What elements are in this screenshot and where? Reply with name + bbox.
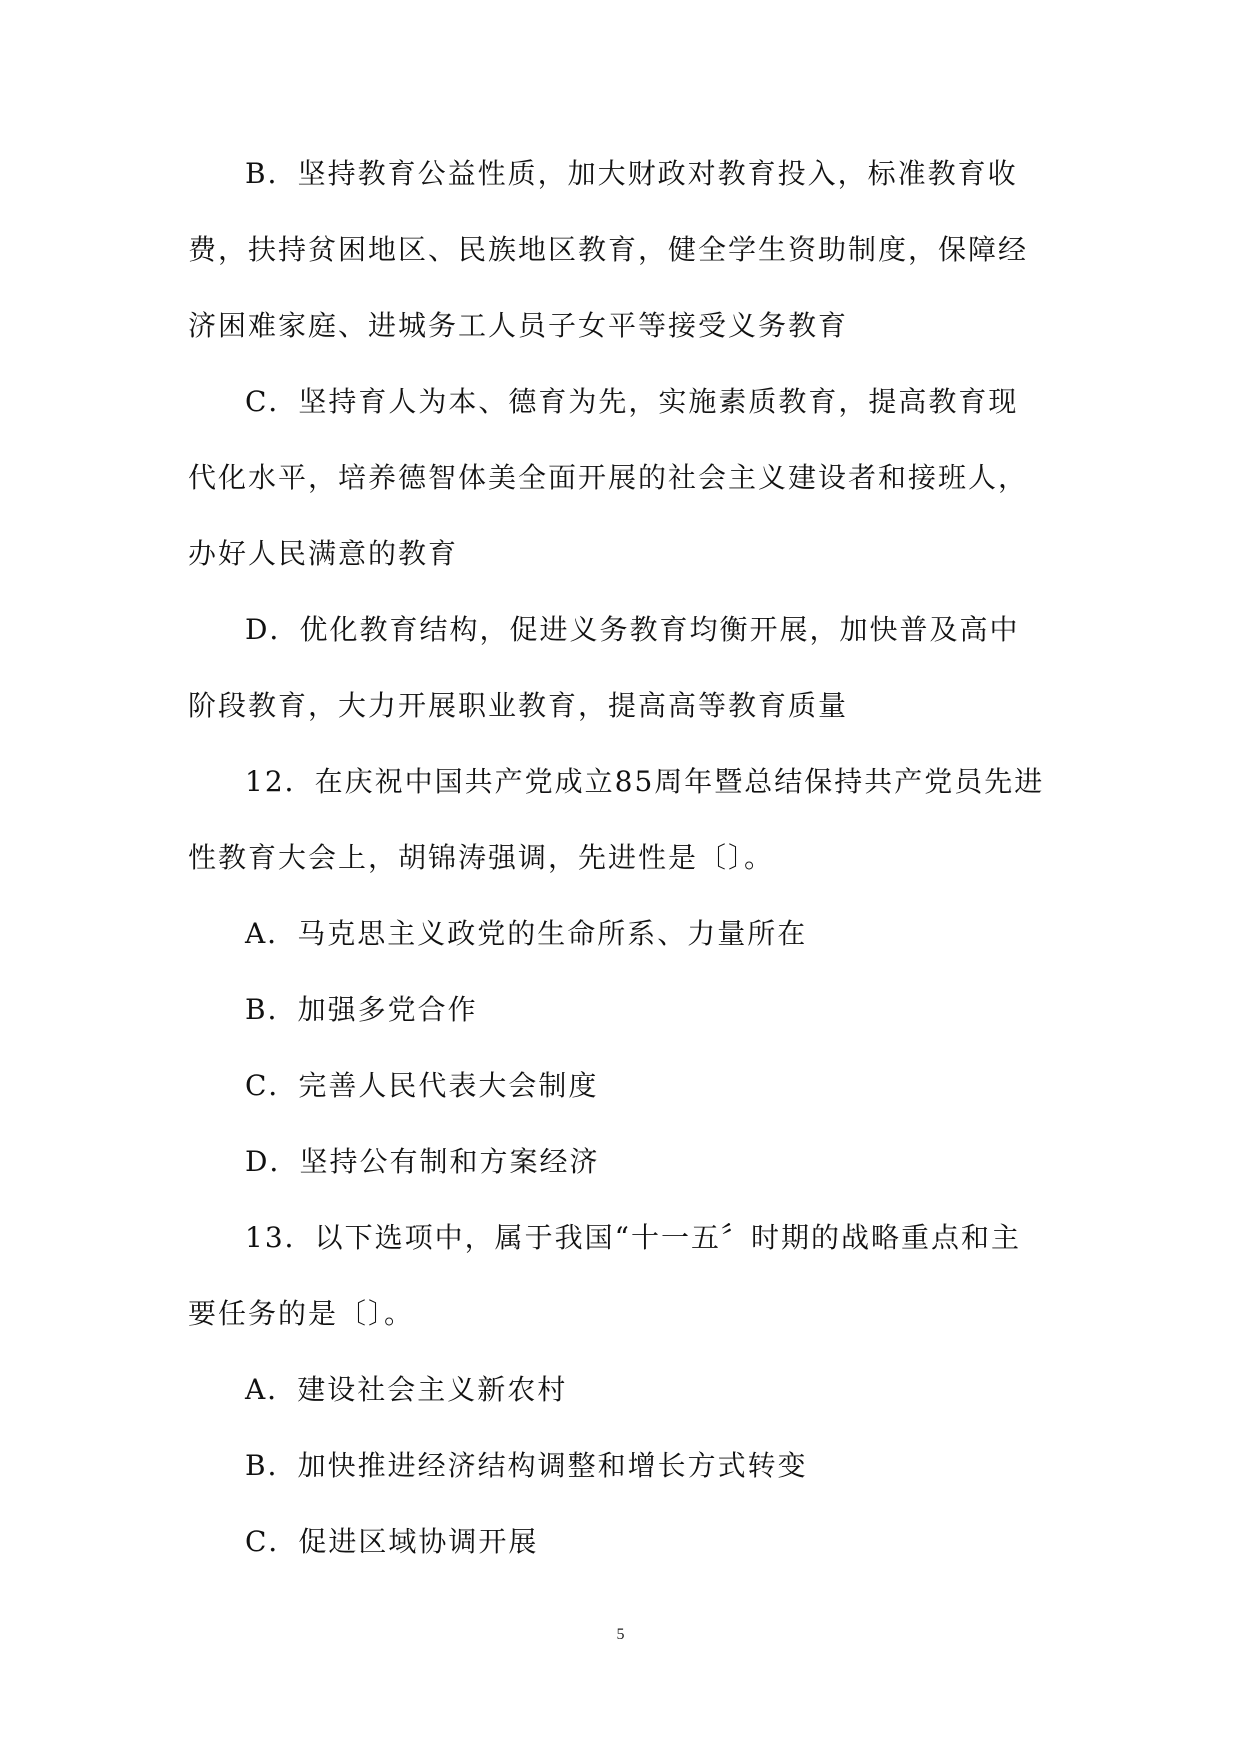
page-number: 5 bbox=[616, 1626, 625, 1643]
question-12-option-b: B．加强多党合作 bbox=[245, 993, 478, 1026]
question-12-option-c: C．完善人民代表大会制度 bbox=[245, 1069, 599, 1102]
option-c-education: C．坚持育人为本、德育为先，实施素质教育，提高教育现代化水平，培养德智体美全面开展的社会主义建设者和接班人，办好人民满意的教育 bbox=[188, 385, 1029, 570]
question-13-option-b: B．加快推进经济结构调整和增长方式转变 bbox=[245, 1449, 808, 1482]
question-13-option-c: C．促进区域协调开展 bbox=[245, 1525, 539, 1558]
question-12-option-a: A．马克思主义政党的生命所系、力量所在 bbox=[245, 917, 808, 950]
option-b-education: B．坚持教育公益性质，加大财政对教育投入，标准教育收费，扶持贫困地区、民族地区教育，健全学生资助制度，保障经济困难家庭、进城务工人员子女平等接受义务教育 bbox=[188, 157, 1029, 342]
question-13: 13．以下选项中，属于我国“十一五〞时期的战略重点和主要任务的是〔〕。 bbox=[188, 1221, 1021, 1330]
question-12-option-d: D．坚持公有制和方案经济 bbox=[245, 1145, 600, 1178]
document-body bbox=[188, 136, 1048, 1580]
question-13-option-a: A．建设社会主义新农村 bbox=[245, 1373, 568, 1406]
option-d-education: D．优化教育结构，促进义务教育均衡开展，加快普及高中阶段教育，大力开展职业教育，提高高等教育质量 bbox=[188, 613, 1020, 722]
question-12: 12．在庆祝中国共产党成立85周年暨总结保持共产党员先进性教育大会上，胡锦涛强调，先进性是〔〕。 bbox=[188, 765, 1045, 874]
